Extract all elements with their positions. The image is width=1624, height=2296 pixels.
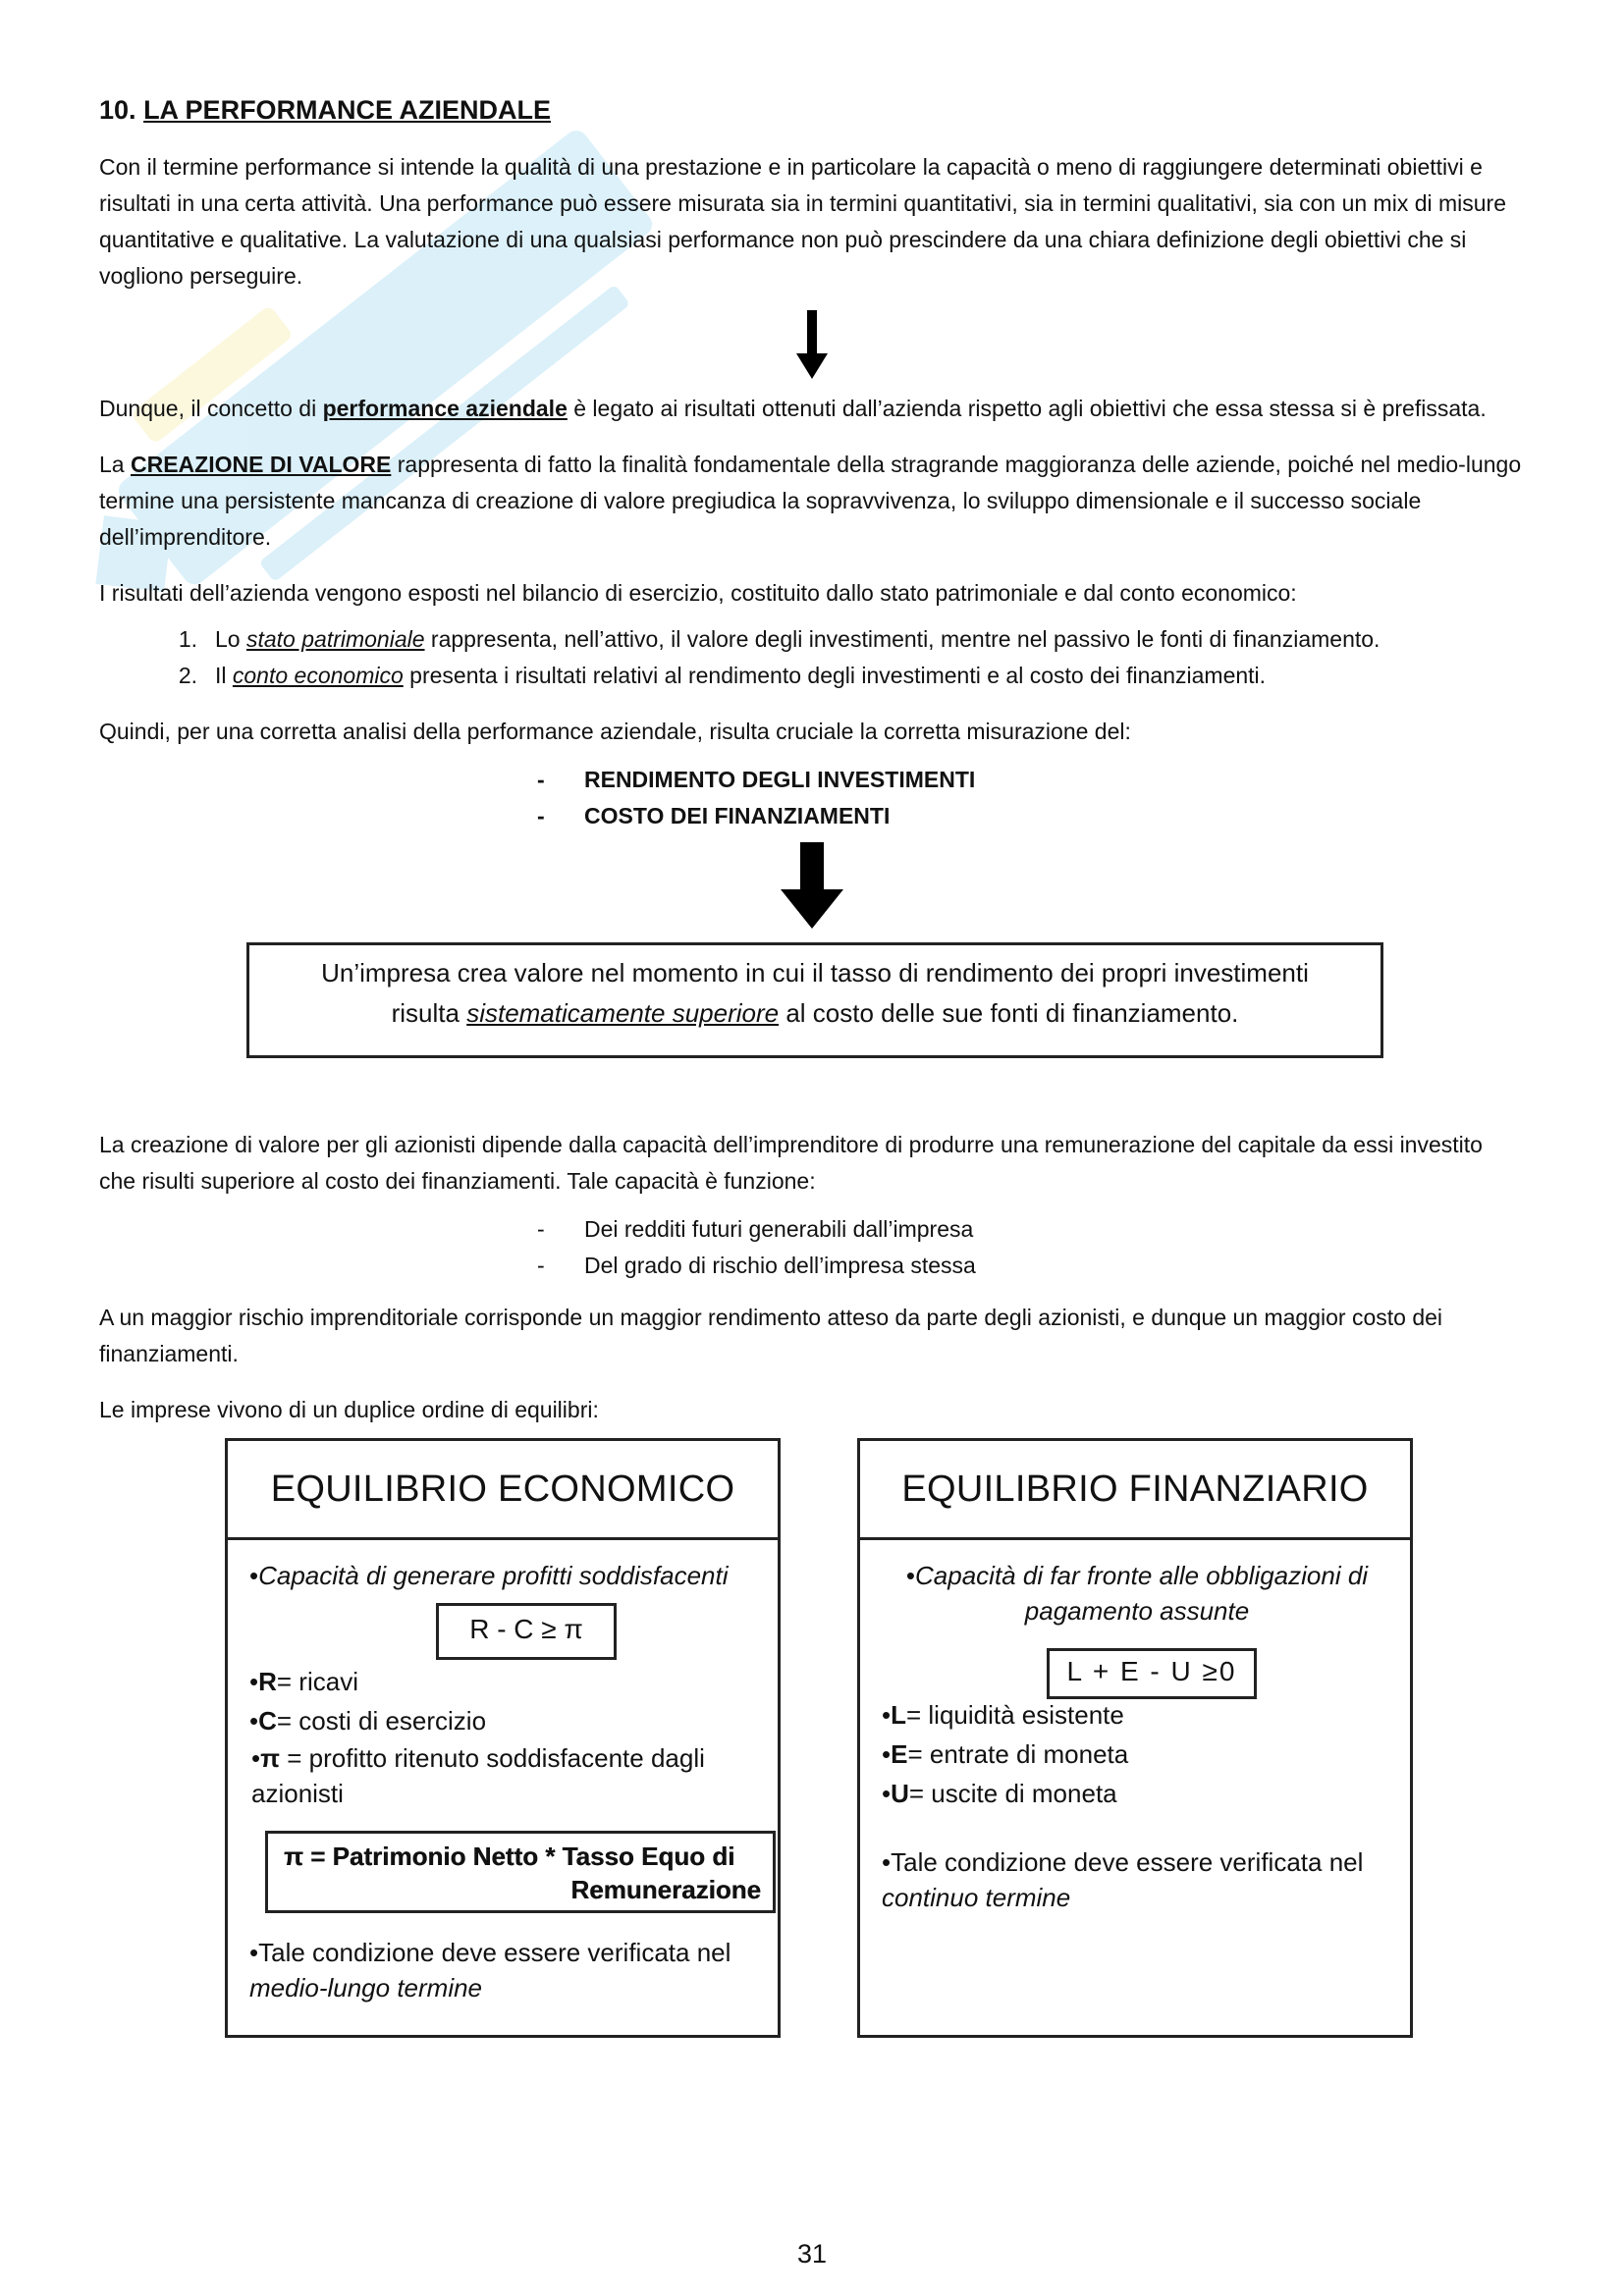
page-content [99, 93, 1525, 2038]
performance-paragraph [99, 391, 1525, 427]
list-item-text: Dei redditi futuri generabili dall’impresa [584, 1216, 974, 1243]
section-heading [99, 93, 1525, 128]
note-term: continuo termine [882, 1883, 1071, 1913]
economico-intro [249, 1558, 760, 1593]
value-box-line: Un’impresa crea valore nel momento in cui il tasso di rendimento dei propri investimenti [321, 958, 1309, 988]
intro-paragraph: Con il termine performance si intende la qualità di una prestazione e in particolare la capacità o meno di raggiungere determinati obiettivi e risultati in una certa attività. Una performance può essere misurata sia in termini quantitativi, sia in termini qualitativi, sia con un mix di misure quantitative e qualitative. La valutazione di una qualsiasi performance non può prescindere da una chiara definizione degli obiettivi che si vogliono perseguire. [99, 154, 1507, 290]
bullet: • [249, 1706, 259, 1736]
definition-text: = liquidità esistente [906, 1700, 1124, 1731]
definition-profitto [249, 1740, 760, 1811]
bullet: • [882, 1739, 892, 1770]
symbol: C [258, 1706, 277, 1736]
bullet: • [882, 1779, 892, 1809]
bullet: • [251, 1743, 261, 1774]
misurazione-paragraph: Quindi, per una corretta analisi della performance aziendale, risulta cruciale la corretta misurazione del: [99, 719, 1131, 745]
bullet: • [882, 1700, 892, 1731]
rischio-paragraph: A un maggior rischio imprenditoriale corrisponde un maggior rendimento atteso da parte degli azionisti, e dunque un maggior costo dei finanziamenti. [99, 1305, 1443, 1367]
definition-text: = ricavi [276, 1667, 358, 1697]
equilibrio-economico-body [228, 1540, 778, 2005]
section-title: LA PERFORMANCE AZIENDALE [143, 95, 552, 125]
azionisti-paragraph: La creazione di valore per gli azionisti dipende dalla capacità dell’imprenditore di produrre una remunerazione del capitale da essi investito che risulti superiore al costo dei finanziamenti. Tale capacità è funzione: [99, 1132, 1483, 1195]
sistematicamente-term: sistematicamente superiore [466, 998, 780, 1029]
intro-text: Capacità di far fronte alle obbligazioni di pagamento assunte [915, 1561, 1369, 1627]
pi-formula-line: π = Patrimonio Netto * Tasso Equo di [284, 1842, 735, 1872]
note-text: Tale condizione deve essere verificata nel [258, 1938, 731, 1968]
text-run: Il [215, 663, 233, 689]
text-run: Dunque, il concetto di [99, 396, 323, 422]
symbol: U [891, 1779, 909, 1809]
equilibrio-finanziario-body [860, 1540, 1410, 1915]
note-term: medio-lungo termine [249, 1973, 483, 2003]
finanziario-note [882, 1844, 1392, 1915]
list-item [99, 658, 1525, 694]
definition-liquidita [882, 1695, 1392, 1735]
symbol: L [891, 1700, 906, 1731]
intro-text: Capacità di generare profitti soddisfacenti [258, 1561, 729, 1591]
definition-text: = entrate di moneta [907, 1739, 1129, 1770]
text-run: La [99, 452, 131, 478]
definition-costi [249, 1701, 760, 1740]
finanziario-intro [882, 1558, 1392, 1629]
definition-text: = costi di esercizio [276, 1706, 487, 1736]
misurazione-list [99, 762, 1525, 834]
definition-text: = profitto ritenuto soddisfacente dagli azionisti [251, 1743, 705, 1809]
bullet: • [905, 1561, 916, 1591]
bullet: • [249, 1561, 259, 1591]
bullet: • [882, 1847, 892, 1878]
list-number: 1. [178, 626, 197, 653]
pi-formula-box [265, 1831, 776, 1913]
equilibrio-finanziario-box [857, 1438, 1413, 2038]
equilibrio-economico-box [225, 1438, 781, 2038]
finanziario-formula: L + E - U ≥0 [1047, 1648, 1257, 1699]
stato-patrimoniale-term: stato patrimoniale [245, 626, 425, 653]
equilibrio-economico-title: EQUILIBRIO ECONOMICO [228, 1441, 778, 1540]
symbol: E [891, 1739, 908, 1770]
text-run: presenta i risultati relativi al rendimento degli investimenti e al costo dei finanziamenti. [403, 663, 1267, 689]
bullet: • [249, 1938, 259, 1968]
economico-formula: R - C ≥ π [436, 1603, 617, 1660]
equilibri-paragraph: Le imprese vivono di un duplice ordine di equilibri: [99, 1397, 599, 1423]
pi-formula-line: Remunerazione [570, 1875, 761, 1905]
bullet: • [249, 1667, 259, 1697]
list-item-text: Del grado di rischio dell’impresa stessa [584, 1253, 976, 1279]
definition-text: = uscite di moneta [908, 1779, 1117, 1809]
equilibri-diagram [225, 1438, 1525, 2038]
text-run: rappresenta, nell’attivo, il valore degli investimenti, mentre nel passivo le fonti di finanziamento. [424, 626, 1380, 653]
list-item [537, 798, 1525, 834]
list-item [537, 762, 1525, 798]
list-number: 2. [178, 663, 197, 689]
text-run: al costo delle sue fonti di finanziamento. [779, 998, 1239, 1029]
page-number: 31 [796, 2239, 828, 2269]
economico-definitions [249, 1662, 760, 1811]
definition-entrate [882, 1735, 1392, 1774]
symbol: R [258, 1667, 277, 1697]
value-creation-term: CREAZIONE DI VALORE [130, 452, 392, 478]
dash-marker: - [537, 1253, 545, 1279]
note-text: Tale condizione deve essere verificata nel [891, 1847, 1364, 1878]
list-item [99, 621, 1525, 658]
list-item [537, 1248, 1525, 1284]
text-run: è legato ai risultati ottenuti dall’azienda rispetto agli obiettivi che essa stessa si è prefissata. [567, 396, 1487, 422]
dash-marker: - [537, 1216, 545, 1243]
finanziario-definitions [882, 1695, 1392, 1813]
list-item [537, 1211, 1525, 1248]
text-run: risulta [391, 998, 467, 1029]
value-box-line [269, 993, 1361, 1034]
down-arrow-icon [99, 842, 1525, 929]
section-number: 10. [99, 95, 136, 125]
dash-marker: - [537, 803, 545, 829]
performance-term: performance aziendale [322, 396, 568, 422]
down-arrow-icon [99, 310, 1525, 379]
equilibrio-finanziario-title: EQUILIBRIO FINANZIARIO [860, 1441, 1410, 1540]
symbol: π [260, 1743, 281, 1774]
text-run: Lo [215, 626, 246, 653]
bilancio-paragraph: I risultati dell’azienda vengono esposti nel bilancio di esercizio, costituito dallo stato patrimoniale e dal conto economico: [99, 580, 1297, 607]
conto-economico-term: conto economico [232, 663, 404, 689]
bilancio-list [99, 621, 1525, 694]
list-item-text: COSTO DEI FINANZIAMENTI [584, 803, 891, 829]
definition-ricavi [249, 1662, 760, 1701]
text-run: rappresenta di fatto la finalità fondamentale della stragrande maggioranza delle aziende, poiché nel medio-lungo termine una persistente mancanza di creazione di valore pregiudica la sopravvivenza, lo sviluppo dimensionale e il successo sociale dell’imprenditore. [99, 452, 1522, 551]
list-item-text: RENDIMENTO DEGLI INVESTIMENTI [584, 767, 976, 793]
definition-uscite [882, 1774, 1392, 1813]
value-creation-paragraph [99, 447, 1525, 556]
economico-note [249, 1935, 760, 2005]
capacita-list [99, 1211, 1525, 1284]
dash-marker: - [537, 767, 545, 793]
value-creation-box [246, 942, 1383, 1058]
